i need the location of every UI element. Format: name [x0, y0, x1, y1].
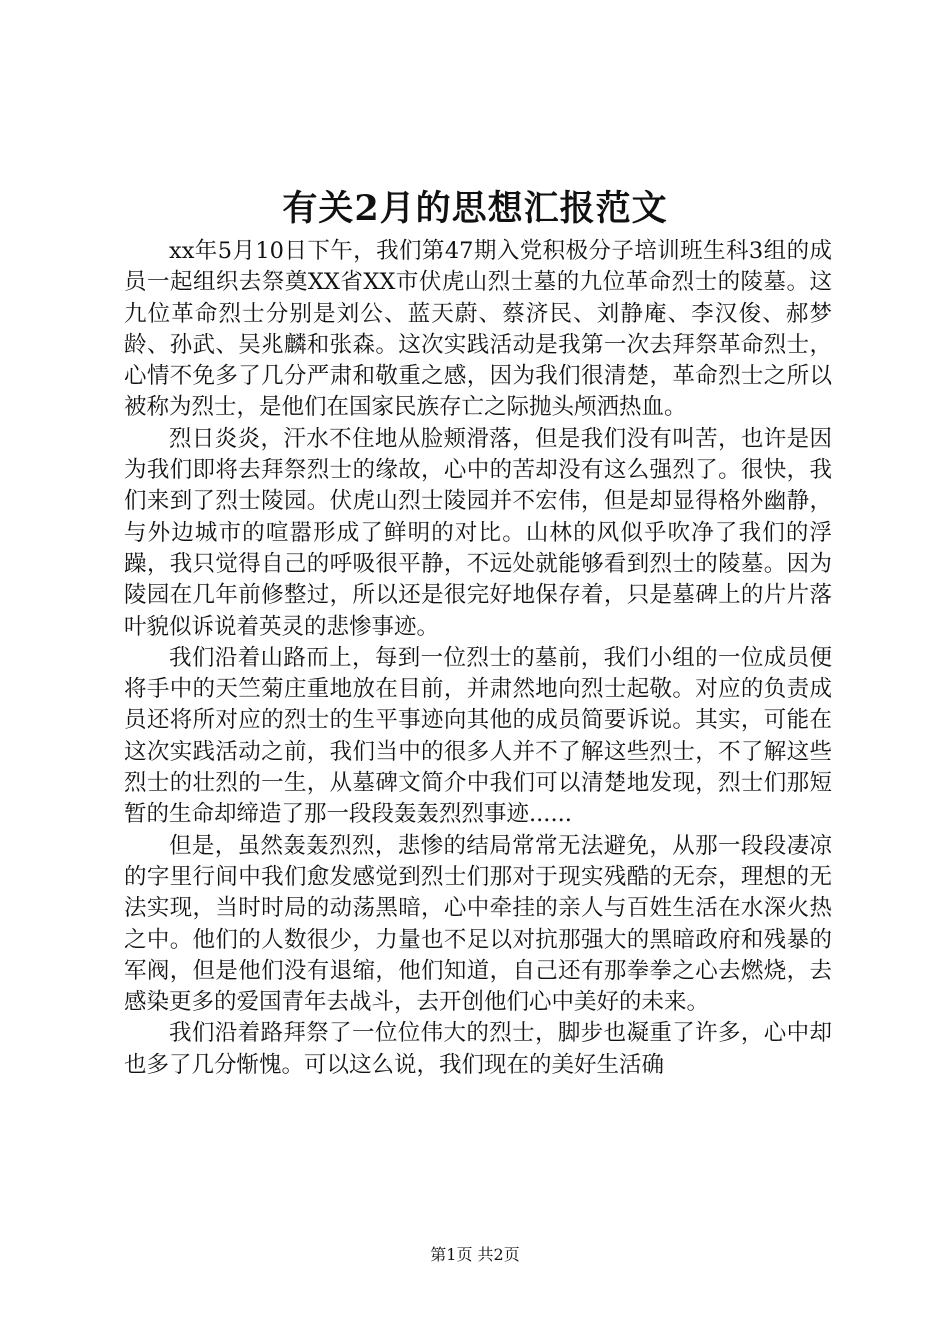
paragraph: 我们沿着路拜祭了一位位伟大的烈士，脚步也凝重了许多，心中却也多了几分惭愧。可以这么说，我们现在的美好生活确	[124, 1020, 832, 1078]
paragraph: 烈日炎炎，汗水不住地从脸颊滑落，但是我们没有叫苦，也许是因为我们即将去拜祭烈士的缘故，心中的苦却没有这么强烈了。很快，我们来到了烈士陵园。伏虎山烈士陵园并不宏伟，但是却显得格外幽静，与外边城市的喧嚣形成了鲜明的对比。山林的风似乎吹净了我们的浮躁，我只觉得自己的呼吸很平静，不远处就能够看到烈士的陵墓。因为陵园在几年前修整过，所以还是很完好地保存着，只是墓碑上的片片落叶貌似诉说着英灵的悲惨事迹。	[124, 425, 832, 640]
paragraph: xx年5月10日下午，我们第47期入党积极分子培训班生科3组的成员一起组织去祭奠XX省XX市伏虎山烈士墓的九位革命烈士的陵墓。这九位革命烈士分别是刘公、蓝天蔚、蔡济民、刘静庵、李汉俊、郝梦龄、孙武、吴兆麟和张森。这次实践活动是我第一次去拜祭革命烈士，心情不免多了几分严肃和敬重之感，因为我们很清楚，革命烈士之所以被称为烈士，是他们在国家民族存亡之际抛头颅洒热血。	[124, 238, 832, 421]
page-footer: 第1页 共2页	[430, 1245, 520, 1264]
paragraph: 我们沿着山路而上，每到一位烈士的墓前，我们小组的一位成员便将手中的天竺菊庄重地放在目前，并肃然地向烈士起敬。对应的负责成员还将所对应的烈士的生平事迹向其他的成员简要诉说。其实，可能在这次实践活动之前，我们当中的很多人并不了解这些烈士，不了解这些烈士的壮烈的一生，从墓碑文简介中我们可以清楚地发现，烈士们那短暂的生命却缔造了那一段段轰轰烈烈事迹......	[124, 644, 832, 828]
page-title: 有关2月的思想汇报范文	[282, 188, 668, 229]
document-body	[124, 236, 832, 1081]
paragraph: 但是，虽然轰轰烈烈，悲惨的结局常常无法避免，从那一段段凄凉的字里行间中我们愈发感觉到烈士们那对于现实残酷的无奈，理想的无法实现，当时时局的动荡黑暗，心中牵挂的亲人与百姓生活在水深火热之中。他们的人数很少，力量也不足以对抗那强大的黑暗政府和残暴的军阀，但是他们没有退缩，他们知道，自己还有那拳拳之心去燃烧，去感染更多的爱国青年去战斗，去开创他们心中美好的未来。	[124, 832, 832, 1016]
